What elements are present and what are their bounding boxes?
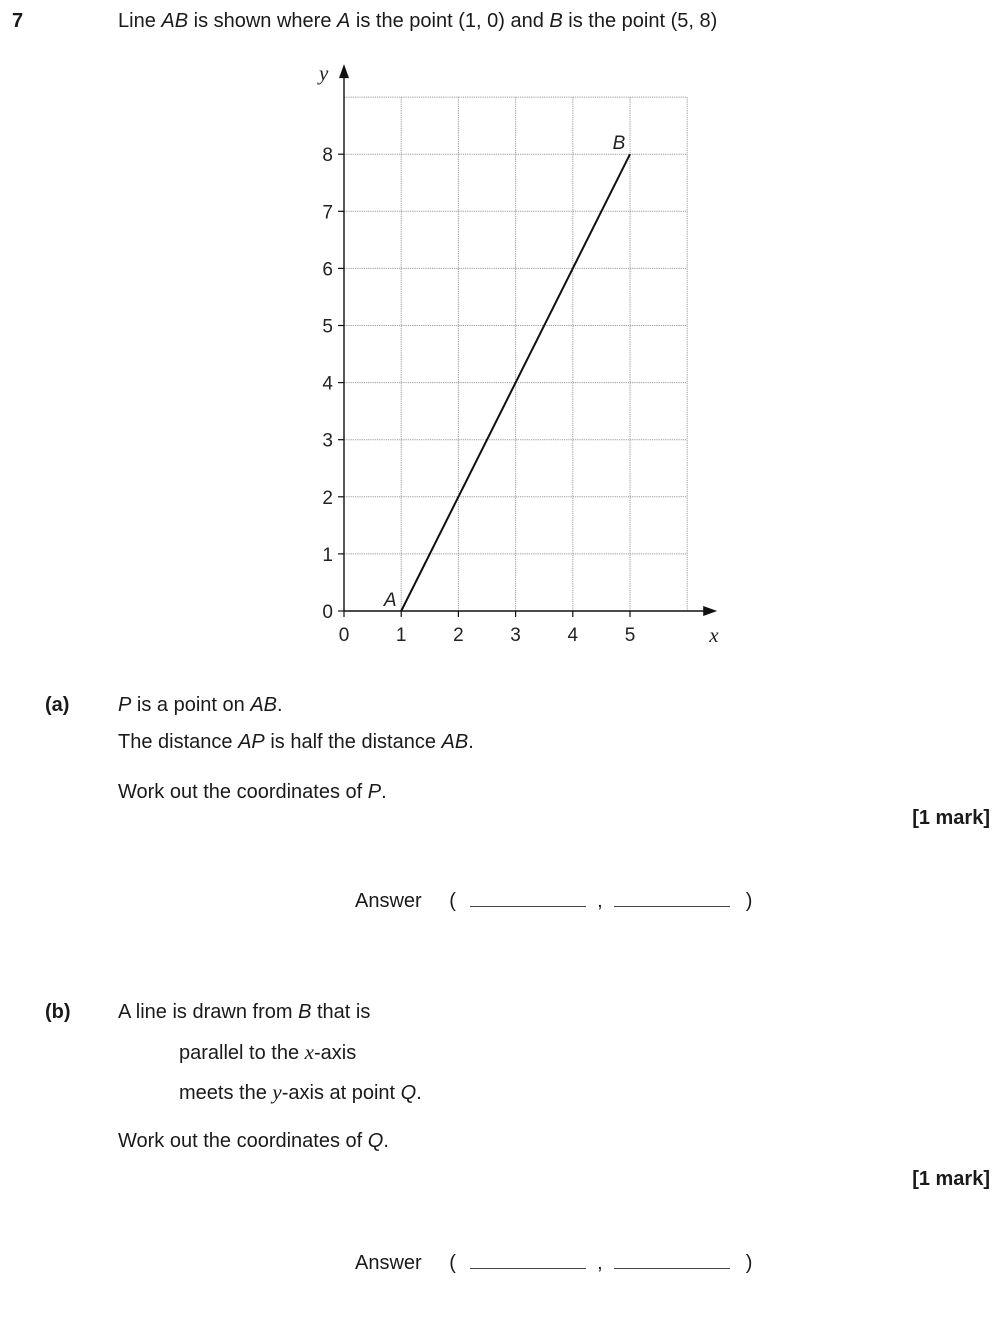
axes: [338, 64, 717, 617]
y-tick-label: 3: [322, 430, 333, 452]
part-b-label: (b): [45, 1001, 71, 1023]
y-tick-label: 1: [322, 544, 333, 566]
close-paren: ): [745, 1252, 753, 1274]
part-a-label: (a): [45, 694, 70, 716]
part-a-marks: [1 mark]: [912, 807, 990, 829]
part-b-line-1: A line is drawn from B that is: [118, 1001, 371, 1023]
answer-label: Answer: [355, 1252, 422, 1274]
y-tick-label: 4: [322, 373, 333, 395]
y-tick-label: 0: [322, 602, 333, 623]
part-a-answer-row: [355, 890, 752, 913]
question-intro: Line AB is shown where A is the point (1, 0) and B is the point (5, 8): [118, 10, 718, 32]
x-tick-label: 2: [453, 625, 464, 646]
x-tick-label: 4: [567, 625, 579, 646]
part-b-instruction: Work out the coordinates of Q.: [118, 1130, 389, 1152]
tick-labels: [317, 61, 719, 647]
x-axis-arrow: [703, 606, 717, 616]
part-b-marks: [1 mark]: [912, 1168, 990, 1190]
comma: ,: [597, 890, 603, 912]
x-tick-label: 1: [395, 625, 407, 646]
part-a-line-1: P is a point on AB.: [118, 694, 283, 716]
point-label-a: A: [383, 590, 397, 611]
part-b-line-3: meets the y-axis at point Q.: [179, 1080, 422, 1104]
x-axis-label: x: [709, 623, 719, 647]
answer-label: Answer: [355, 890, 422, 912]
y-axis-arrow: [339, 64, 349, 78]
part-b-answer-x-field[interactable]: [470, 1254, 586, 1269]
point-label-b: B: [612, 133, 626, 155]
line-ab-graph: [0, 0, 1001, 660]
part-a-answer-x-field[interactable]: [470, 892, 586, 907]
part-a-instruction: Work out the coordinates of P.: [118, 781, 387, 803]
x-tick-label: 5: [624, 625, 636, 646]
point-labels: [383, 133, 626, 611]
y-tick-label: 8: [322, 145, 333, 167]
part-a-answer-y-field[interactable]: [614, 892, 730, 907]
part-b-line-2: parallel to the x-axis: [179, 1040, 357, 1064]
y-tick-label: 6: [322, 259, 333, 281]
x-tick-label: 3: [510, 625, 521, 646]
y-axis-label: y: [319, 61, 329, 86]
part-b-answer-y-field[interactable]: [614, 1254, 730, 1269]
grid: [344, 97, 687, 611]
y-tick-label: 2: [322, 487, 333, 509]
close-paren: ): [745, 890, 753, 912]
part-a-line-2: The distance AP is half the distance AB.: [118, 731, 474, 753]
x-tick-label: 0: [338, 625, 350, 646]
open-paren: (: [449, 1252, 456, 1274]
part-b-answer-row: [355, 1252, 752, 1275]
y-tick-label: 5: [322, 316, 333, 338]
y-tick-label: 7: [322, 202, 333, 224]
comma: ,: [597, 1252, 603, 1274]
open-paren: (: [449, 890, 456, 912]
question-number: 7: [12, 10, 24, 32]
